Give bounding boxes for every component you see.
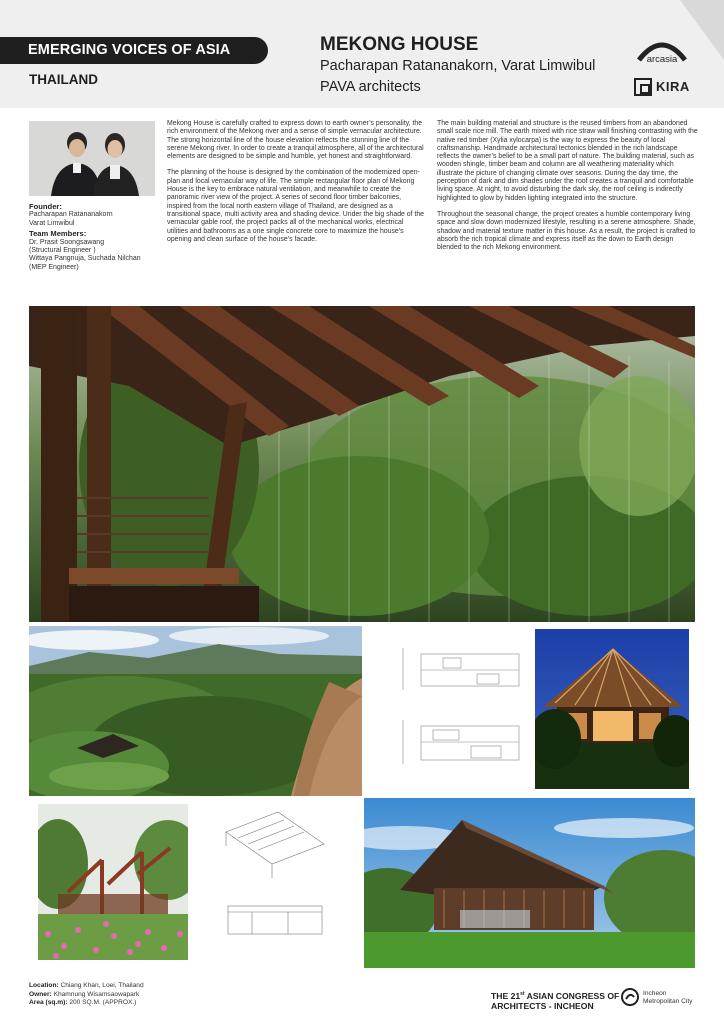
kira-logo <box>634 78 692 96</box>
area-label: Area (sq.m): <box>29 999 68 1007</box>
congress-line2: ARCHITECTS - INCHEON <box>491 1000 594 1011</box>
section-drawings <box>218 808 333 948</box>
location-value: Chiang Khan, Loei, Thailand <box>60 982 144 989</box>
floor-plan-drawing <box>393 630 533 780</box>
main-photo-veranda <box>29 306 695 622</box>
founder-name: Varat Limwibul <box>29 219 75 227</box>
photo-garden-flowers <box>38 804 188 960</box>
paragraph: The planning of the house is designed by the combination of the modernized open-plan and local vernacular way of life. The simple rectangular floor plan of Mekong House is the key to embrace natural ventilation, and meanwhile to create the panoramic river view of the project. A series of second floor timber balconies, inspired from the local north eastern village of Thailand, are designed as a transitional space, multi activity area and shading device. Under the big shade of the vernacular gable roof, the project packs all of the mechanical works, electrical utilities and bathrooms as a one single concrete core to maximize the house’s opening and clean surface of the house’s facade. <box>167 169 425 243</box>
project-title: MEKONG HOUSE <box>320 34 479 55</box>
photo-night-exterior <box>535 629 689 789</box>
photo-exterior-lawn <box>364 798 695 968</box>
owner-value: Khamnung Wisamsaowapark <box>53 990 140 998</box>
founder-label: Founder: <box>29 202 62 211</box>
kira-logo-text: KIRA <box>656 79 690 94</box>
congress-ordinal: st <box>520 991 525 997</box>
paragraph: The main building material and structure is the reused timbers from an abandoned small scale rice mill. The earth mixed with rice straw wall finishing contrasting with the native red timber (Xylia xylocarpa) is the way to express the beauty of local craftsmanship. Handmade architectural tectonics blended in the rich landscape reflects the owner’s belief to be a small part of nature. The building material, such as wooden shingle, timber beam and column are all weathering materiality which illustrate the picture of changing climate over seasons. During the day time, the perception of dark and dim shades under the roof creates a tranquil and comfortable living space. At night, to avoid disturbing the dark sky, the roof ceiling is indirectly highlighted to glow by hidden lighting integrated into the structure. <box>437 120 698 202</box>
team-label: Team Members: <box>29 229 87 239</box>
team-member-role: (Structural Engineer ) <box>29 247 96 255</box>
founder-name: Pacharapan Ratananakorn <box>29 211 113 219</box>
city-line1: Incheon <box>643 990 667 997</box>
founders-portrait <box>29 121 155 196</box>
photo-aerial-river <box>29 626 362 796</box>
body-column-2 <box>437 120 699 260</box>
city-line2: Metropolitan City <box>643 998 693 1005</box>
section-tag: EMERGING VOICES OF ASIA <box>0 37 268 64</box>
paragraph: Throughout the seasonal change, the project creates a humble contemporary living space and slow down modernized lifestyle, resulting in a serene atmosphere. Shade, shadow and material texture matter in this house. As a result, the project is crafted to absorb the rich tropical climate and express itself as the down to Earth design blended to the rich Mekong environment. <box>437 210 696 252</box>
project-authors: Pacharapan Ratananakorn, Varat Limwibul <box>320 58 596 74</box>
project-info <box>29 982 144 1008</box>
body-column-1 <box>167 120 425 252</box>
team-member-role: (MEP Engineer) <box>29 263 79 271</box>
country-label: THAILAND <box>29 72 98 87</box>
kira-mark-icon <box>634 78 652 96</box>
paragraph: Mekong House is carefully crafted to express down to earth owner’s personality, the rich environment of the Mekong river and a sense of simple vernacular architecture. The strong horizontal line of the house elevation reflects the stunning line of the serene Mekong river. In order to create a tranquil atmosphere, all of the architectural elements are designed to be simple and humble, yet honest and straightforward. <box>167 120 424 161</box>
area-value: 200 SQ.M. (APPROX.) <box>69 999 137 1007</box>
incheon-city-text <box>643 990 692 1006</box>
team-member: Wittaya Pangnuja, Suchada Nilchan <box>29 255 141 263</box>
credits-block <box>29 203 159 272</box>
congress-prefix: THE 21 <box>491 990 521 1001</box>
owner-label: Owner: <box>29 990 52 998</box>
congress-rest: ASIAN CONGRESS OF <box>524 990 620 1001</box>
arcasia-logo-text: arcasia <box>646 54 678 65</box>
congress-title <box>491 989 619 1011</box>
incheon-city-logo-icon <box>621 988 639 1006</box>
location-label: Location: <box>29 982 59 989</box>
project-firm: PAVA architects <box>320 79 421 95</box>
team-member: Dr. Prasit Soongsawang <box>29 238 105 246</box>
